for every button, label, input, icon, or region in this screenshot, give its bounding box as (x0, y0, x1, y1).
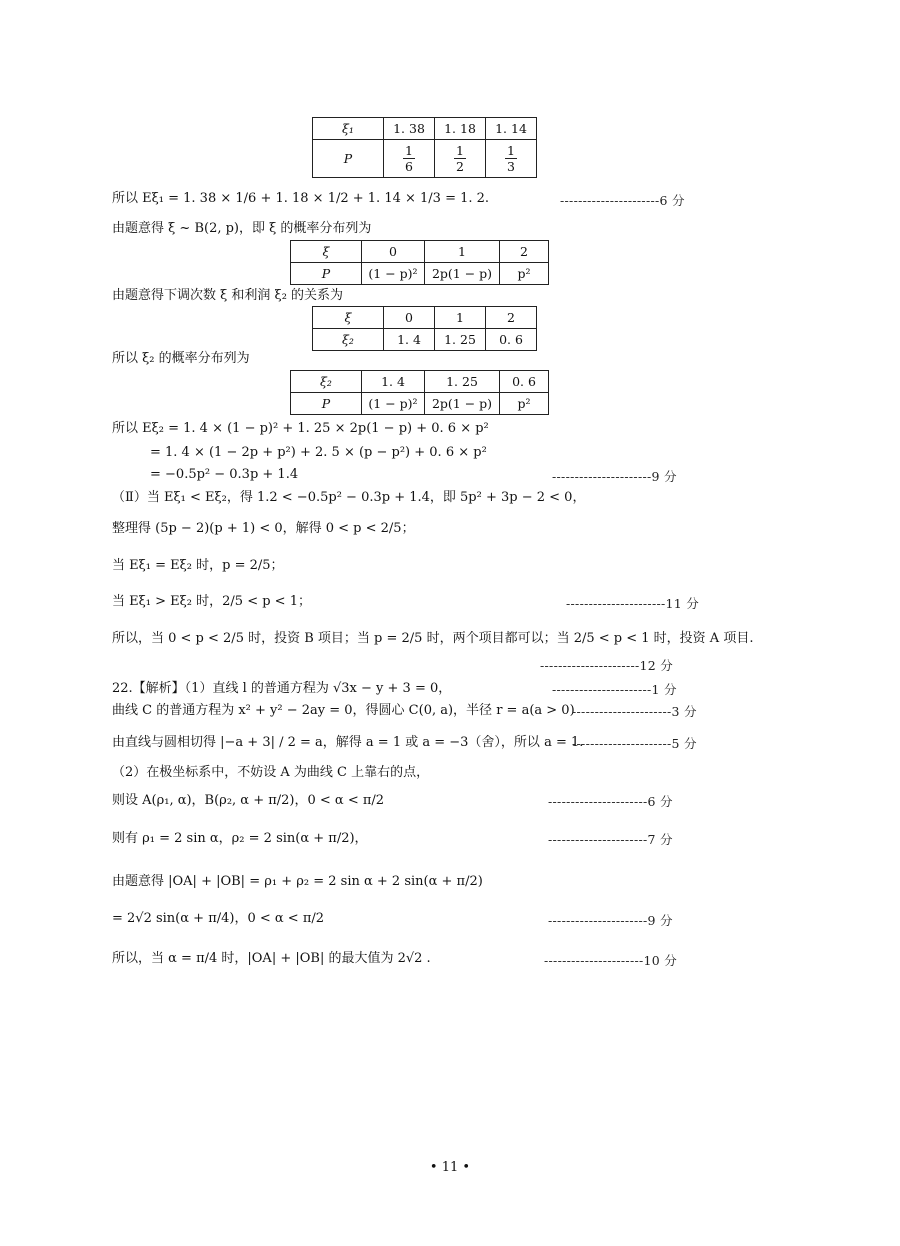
table-xi1-distribution (312, 117, 537, 178)
fraction-numerator: 1 (456, 143, 464, 158)
page-number: • 11 • (429, 1160, 471, 1175)
table-cell: 1. 25 (425, 371, 500, 393)
table-cell: ξ (291, 241, 362, 263)
table-cell: (1 − p)² (362, 263, 425, 285)
table-cell: 0 (362, 241, 425, 263)
score-marker: ----------------------11 分 (566, 596, 700, 611)
table-cell: 1. 4 (362, 371, 425, 393)
fraction-denominator: 6 (405, 159, 413, 174)
table-cell: 2p(1 − p) (425, 263, 500, 285)
table-xi-xi2-relation (312, 306, 537, 351)
score-marker: ----------------------12 分 (540, 658, 674, 673)
table-xi2-distribution (290, 370, 549, 415)
q22-line-6: 则有 ρ₁ = 2 sin α，ρ₂ = 2 sin(α + π/2)， (112, 831, 368, 846)
score-marker: ----------------------9 分 (552, 469, 677, 484)
table-xi-distribution (290, 240, 549, 285)
score-marker: ----------------------3 分 (572, 704, 697, 719)
fraction-numerator: 1 (507, 143, 515, 158)
expectation-xi2-step: = 1. 4 × (1 − 2p + p²) + 2. 5 × (p − p²) + 0. 6 × p² (150, 445, 487, 460)
table-cell: ξ₂ (313, 329, 384, 351)
table-cell (384, 140, 435, 178)
table-cell: 1. 38 (384, 118, 435, 140)
table-cell: p² (500, 263, 549, 285)
table-cell: 1. 25 (435, 329, 486, 351)
table-cell (435, 140, 486, 178)
table-cell: 1. 18 (435, 118, 486, 140)
table-cell: 2p(1 − p) (425, 393, 500, 415)
table-cell: P (291, 263, 362, 285)
table-cell: 2 (486, 307, 537, 329)
relation-line: 由题意得下调次数 ξ 和利润 ξ₂ 的关系为 (112, 288, 344, 303)
binomial-line: 由题意得 ξ ~ B(2, p)，即 ξ 的概率分布列为 (112, 221, 372, 236)
table-cell: ξ (313, 307, 384, 329)
solve-line: 整理得 (5p − 2)(p + 1) < 0，解得 0 < p < 2/5； (112, 521, 415, 536)
score-marker: ----------------------1 分 (552, 682, 677, 697)
table-cell: 2 (500, 241, 549, 263)
expectation-xi2-result: = −0.5p² − 0.3p + 1.4 (150, 467, 299, 482)
table-cell: P (291, 393, 362, 415)
score-marker: ----------------------5 分 (572, 736, 697, 751)
part-ii-line: （Ⅱ）当 Eξ₁ < Eξ₂，得 1.2 < −0.5p² − 0.3p + 1.4，即 5p² + 3p − 2 < 0， (112, 490, 586, 505)
table-cell: p² (500, 393, 549, 415)
expectation-xi1-line: 所以 Eξ₁ = 1. 38 × 1/6 + 1. 18 × 1/2 + 1. 14 × 1/3 = 1. 2. (112, 191, 490, 206)
dist2-line: 所以 ξ₂ 的概率分布列为 (112, 351, 250, 366)
table-cell: ξ₁ (313, 118, 384, 140)
table-cell: 0. 6 (486, 329, 537, 351)
table-cell: ξ₂ (291, 371, 362, 393)
fraction-numerator: 1 (405, 143, 413, 158)
q22-line-9: 所以，当 α = π/4 时，|OA| + |OB| 的最大值为 2√2 . (112, 951, 431, 966)
table-cell: 1 (435, 307, 486, 329)
table-cell: 0. 6 (500, 371, 549, 393)
score-marker: ----------------------10 分 (544, 953, 678, 968)
q22-line-5: 则设 A(ρ₁, α)，B(ρ₂, α + π/2)，0 < α < π/2 (112, 793, 385, 808)
table-cell: P (313, 140, 384, 178)
table-cell (486, 140, 537, 178)
q22-line-1: 22.【解析】（1）直线 l 的普通方程为 √3x − y + 3 = 0， (112, 681, 452, 696)
q22-line-7: 由题意得 |OA| + |OB| = ρ₁ + ρ₂ = 2 sin α + 2 sin(α + π/2) (112, 874, 483, 889)
expectation-xi2-line: 所以 Eξ₂ = 1. 4 × (1 − p)² + 1. 25 × 2p(1 − p) + 0. 6 × p² (112, 421, 489, 436)
score-marker: ----------------------6 分 (548, 794, 673, 809)
fraction-denominator: 3 (507, 159, 515, 174)
table-cell: 1. 14 (486, 118, 537, 140)
q22-line-8: = 2√2 sin(α + π/4)，0 < α < π/2 (112, 911, 325, 926)
table-cell: 1 (425, 241, 500, 263)
q22-line-4: （2）在极坐标系中，不妨设 A 为曲线 C 上靠右的点， (112, 765, 430, 780)
table-cell: 0 (384, 307, 435, 329)
table-cell: 1. 4 (384, 329, 435, 351)
conclusion-line: 所以，当 0 < p < 2/5 时，投资 B 项目；当 p = 2/5 时，两个项目都可以；当 2/5 < p < 1 时，投资 A 项目. (112, 631, 754, 646)
greater-case-line: 当 Eξ₁ > Eξ₂ 时，2/5 < p < 1； (112, 594, 311, 609)
score-marker: ----------------------6 分 (560, 193, 685, 208)
table-cell: (1 − p)² (362, 393, 425, 415)
equal-case-line: 当 Eξ₁ = Eξ₂ 时，p = 2/5； (112, 558, 284, 573)
score-marker: ----------------------7 分 (548, 832, 673, 847)
q22-line-2: 曲线 C 的普通方程为 x² + y² − 2ay = 0，得圆心 C(0, a)，半径 r = a(a > 0) (112, 703, 575, 718)
score-marker: ----------------------9 分 (548, 913, 673, 928)
q22-line-3: 由直线与圆相切得 |−a + 3| / 2 = a，解得 a = 1 或 a = −3（舍），所以 a = 1. (112, 735, 584, 750)
fraction-denominator: 2 (456, 159, 464, 174)
